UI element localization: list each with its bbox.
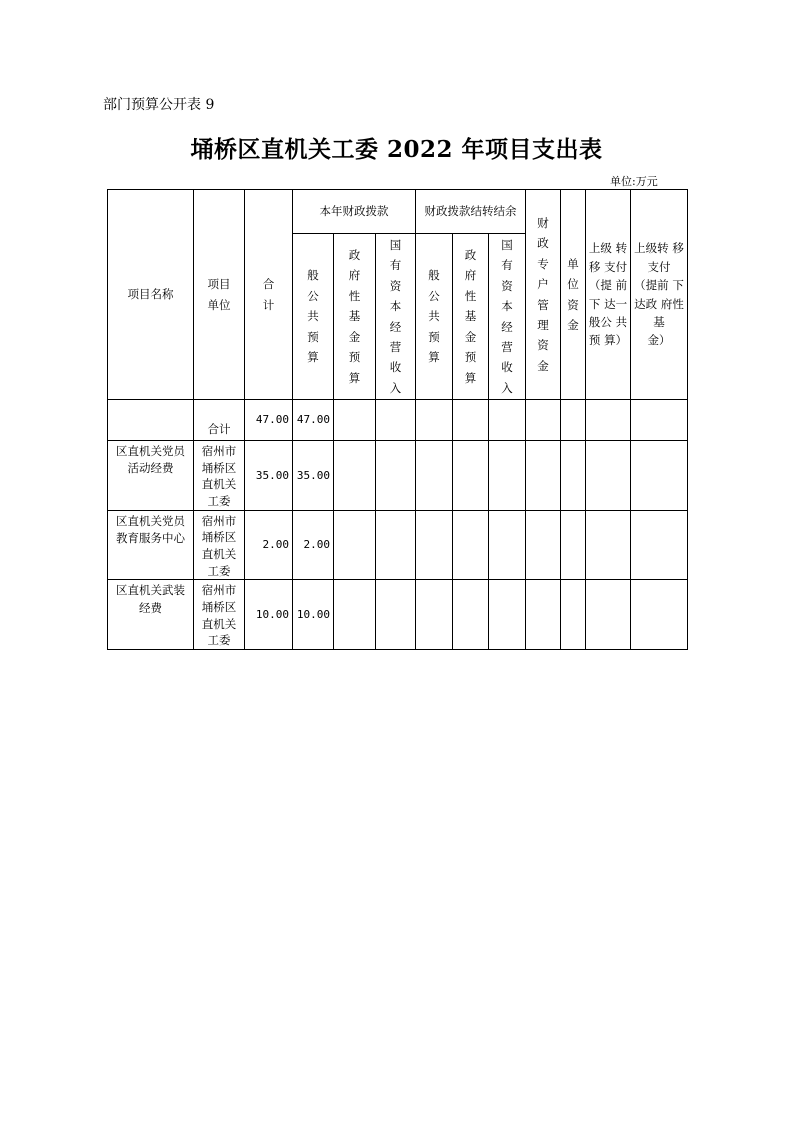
table-row — [108, 510, 688, 580]
cell-project-name — [108, 441, 194, 511]
cell-general-budget: 2.00 — [293, 510, 334, 580]
text-line: 收 — [389, 360, 402, 375]
text-line: 埇桥区 — [201, 460, 237, 475]
header-total — [245, 190, 293, 400]
text-line: （提 前 — [588, 278, 628, 293]
cell-project-unit — [194, 441, 245, 511]
text-line: 合 — [262, 277, 275, 292]
text-line: 活动经费 — [127, 461, 174, 476]
text-line: 有 — [501, 258, 513, 273]
cell-project-name — [108, 510, 194, 580]
text-line: 金 — [537, 358, 549, 373]
text-line: 埇桥区 — [201, 600, 237, 615]
text-line: 般公 共 — [588, 314, 628, 329]
text-line: 资 — [501, 278, 513, 293]
text-line: 预 — [428, 329, 440, 344]
text-line: 项目 — [207, 277, 231, 292]
text-line: 直机关 — [201, 477, 237, 492]
text-line: 政 — [464, 247, 477, 262]
text-line: 府 — [464, 268, 477, 283]
cell-total: 2.00 — [245, 510, 293, 580]
text-line: 府 — [348, 268, 361, 283]
unit-note: 单位:万元 — [610, 175, 658, 188]
text-line: 基 — [653, 314, 665, 329]
text-line: 下 达一 — [588, 296, 628, 311]
text-line: 埇桥区 — [201, 530, 237, 545]
text-line: 政 — [348, 247, 361, 262]
text-line: 直机关 — [201, 616, 237, 631]
header-project-unit — [194, 190, 245, 400]
cell-general-budget: 35.00 — [293, 441, 334, 511]
text-line: 经 — [501, 319, 513, 334]
text-line: 般 — [428, 268, 440, 283]
text-line: 性 — [464, 288, 477, 303]
text-line: 计 — [262, 297, 275, 312]
text-line: 预 — [464, 350, 477, 365]
text-line: 工委 — [207, 633, 231, 648]
text-line: 财 — [537, 215, 549, 230]
cell-general-budget: 47.00 — [293, 400, 334, 441]
header-current-general-budget — [293, 234, 334, 400]
header-project-name: 项目名称 — [108, 190, 194, 400]
text-line: 支付 — [647, 259, 671, 274]
header-upper-transfer-fund — [631, 190, 688, 400]
text-line: 户 — [537, 277, 549, 292]
cell-project-unit — [194, 580, 245, 650]
text-line: 教育服务中心 — [116, 530, 185, 545]
text-line: 管 — [537, 297, 549, 312]
cell-total: 47.00 — [245, 400, 293, 441]
text-line: 基 — [348, 309, 361, 324]
cell-project-unit: 合计 — [194, 400, 245, 441]
text-line: 经费 — [139, 600, 162, 615]
text-line: 算 — [307, 350, 319, 365]
text-line: 资 — [389, 278, 402, 293]
text-line: 直机关 — [201, 547, 237, 562]
text-line: 位 — [567, 277, 579, 292]
text-line: 预 算） — [588, 333, 628, 348]
text-line: 移 支付 — [588, 259, 628, 274]
text-line: 性 — [348, 288, 361, 303]
text-line: 本 — [501, 299, 513, 314]
text-line: 本 — [389, 299, 402, 314]
text-line: 金 — [348, 329, 361, 344]
text-line: 资 — [567, 297, 579, 312]
text-line: 金 — [464, 329, 477, 344]
header-upper-transfer-general — [586, 190, 631, 400]
text-line: 公 — [307, 288, 319, 303]
cell-project-name — [108, 400, 194, 441]
header-group-current-year: 本年财政拨款 — [293, 190, 416, 234]
text-line: 入 — [389, 380, 402, 395]
text-line: 预 — [307, 329, 319, 344]
text-line: 专 — [537, 256, 549, 271]
text-line: 工委 — [207, 494, 231, 509]
text-line: 共 — [307, 309, 319, 324]
text-line: 收 — [501, 360, 513, 375]
text-line: 理 — [537, 317, 549, 332]
cell-total: 10.00 — [245, 580, 293, 650]
text-line: 般 — [307, 268, 319, 283]
text-line: 上级 转 — [588, 241, 628, 256]
table-row — [108, 580, 688, 650]
header-special-account-fund — [526, 190, 561, 400]
header-carryover-general-budget — [416, 234, 453, 400]
text-line: 共 — [428, 309, 440, 324]
text-line: 工委 — [207, 563, 231, 578]
text-line: 预 — [348, 350, 361, 365]
expenditure-table — [107, 189, 688, 650]
header-carryover-gov-fund-budget — [453, 234, 489, 400]
text-line: 算 — [464, 370, 477, 385]
text-line: 金 — [567, 317, 579, 332]
document-title: 埇桥区直机关工委 2022 年项目支出表 — [190, 136, 603, 163]
text-line: 金） — [647, 333, 671, 348]
header-carryover-state-capital — [489, 234, 526, 400]
cell-project-unit — [194, 510, 245, 580]
text-line: 入 — [501, 380, 513, 395]
text-line: 达政 府性 — [634, 296, 684, 311]
text-line: 算 — [348, 370, 361, 385]
header-current-gov-fund-budget — [334, 234, 376, 400]
text-line: 宿州市 — [201, 583, 237, 598]
text-line: 营 — [501, 339, 513, 354]
cell-project-name — [108, 580, 194, 650]
text-line: 国 — [501, 237, 513, 252]
cell-general-budget: 10.00 — [293, 580, 334, 650]
text-line: 区直机关党员 — [116, 444, 185, 458]
text-line: 区直机关武装 — [116, 583, 185, 598]
text-line: 上级转 移 — [634, 241, 684, 256]
text-line: 算 — [428, 350, 440, 365]
text-line: 宿州市 — [201, 444, 237, 458]
text-line: 公 — [428, 288, 440, 303]
cell-total: 35.00 — [245, 441, 293, 511]
text-line: 国 — [389, 237, 402, 252]
text-line: 有 — [389, 258, 402, 273]
text-line: 单位 — [207, 297, 231, 312]
header-group-carryover: 财政拨款结转结余 — [416, 190, 526, 234]
text-line: 经 — [389, 319, 402, 334]
text-line: 宿州市 — [201, 513, 237, 528]
document-label: 部门预算公开表 9 — [103, 97, 215, 113]
text-line: 基 — [464, 309, 477, 324]
text-line: （提前 下 — [634, 278, 684, 293]
text-line: 资 — [537, 338, 549, 353]
text-line: 区直机关党员 — [116, 513, 185, 528]
table-row — [108, 400, 688, 441]
text-line: 营 — [389, 339, 402, 354]
table-row — [108, 441, 688, 511]
text-line: 单 — [567, 256, 579, 271]
text-line: 政 — [537, 236, 549, 251]
header-unit-fund — [561, 190, 586, 400]
header-current-state-capital — [376, 234, 416, 400]
